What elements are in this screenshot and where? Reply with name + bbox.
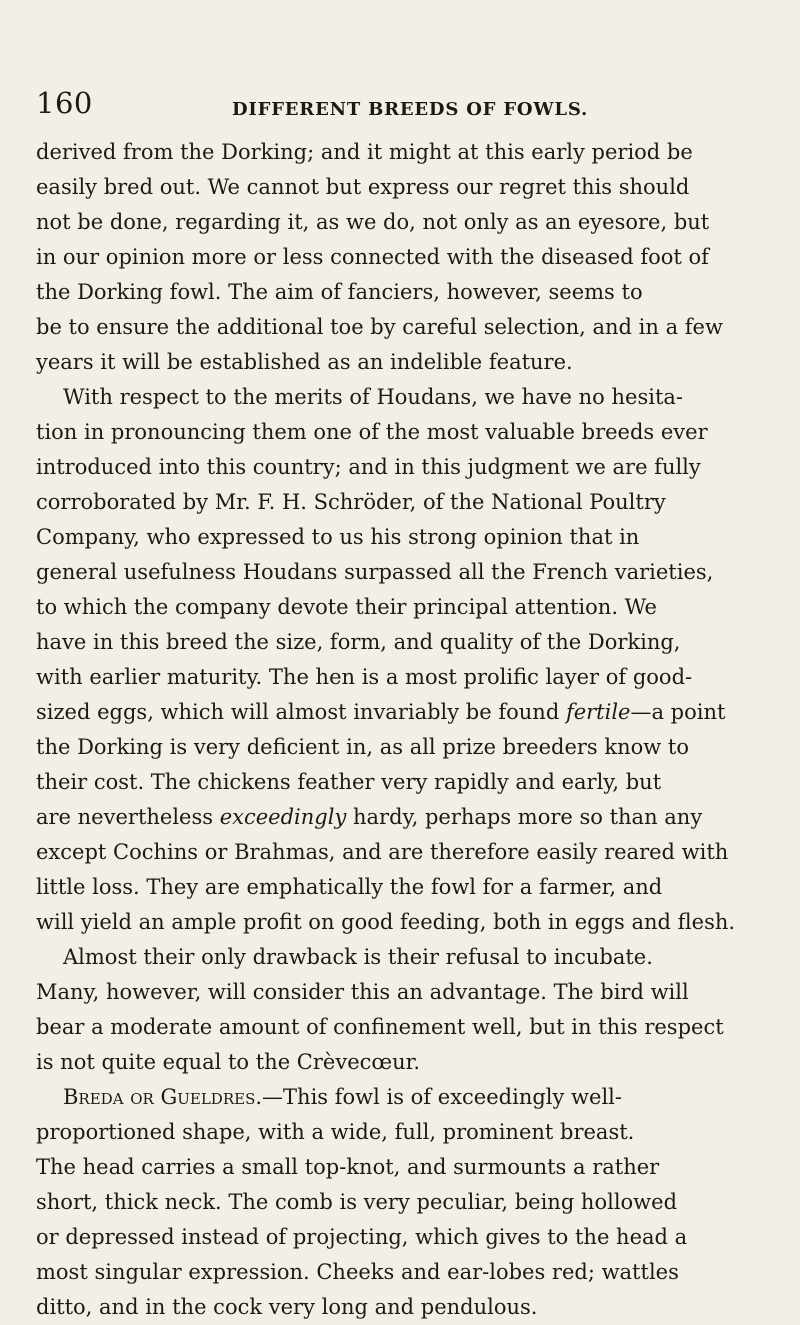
text-segment: —This fowl is of exceedingly well-: [262, 1085, 622, 1109]
text-line: corroborated by Mr. F. H. Schröder, of the National Poultry: [36, 490, 666, 514]
text-line: their cost. The chickens feather very rapidly and early, but: [36, 770, 662, 794]
paragraph-start-line: With respect to the merits of Houdans, we have no hesita-: [63, 385, 683, 409]
text-line: easily bred out. We cannot but express our regret this should: [36, 175, 690, 199]
text-line: [36, 695, 790, 730]
text-line: the Dorking is very deficient in, as all prize breeders know to: [36, 735, 690, 759]
text-line: years it will be established as an indelible feature.: [36, 350, 573, 374]
text-line: most singular expression. Cheeks and ear-lobes red; wattles: [36, 1260, 679, 1284]
italic-word: exceedingly: [219, 805, 347, 829]
text-segment: —a point: [630, 700, 726, 724]
paragraph-start-line: Almost their only drawback is their refusal to incubate.: [63, 945, 653, 969]
page-number: 160: [36, 86, 93, 120]
text-line: is not quite equal to the Crèvecœur.: [36, 1050, 421, 1074]
section-heading: Breda or Gueldres.: [63, 1085, 263, 1109]
text-line: be to ensure the additional toe by careful selection, and in a few: [36, 315, 723, 339]
text-line: The head carries a small top-knot, and surmounts a rather: [36, 1155, 660, 1179]
text-line: ditto, and in the cock very long and pendulous.: [36, 1295, 538, 1319]
text-line: [36, 800, 790, 835]
text-line: short, thick neck. The comb is very peculiar, being hollowed: [36, 1190, 678, 1214]
text-line: general usefulness Houdans surpassed all the French varieties,: [36, 560, 714, 584]
text-line: with earlier maturity. The hen is a most prolific layer of good-: [36, 665, 693, 689]
text-segment: hardy, perhaps more so than any: [346, 805, 703, 829]
text-line: proportioned shape, with a wide, full, prominent breast.: [36, 1120, 635, 1144]
text-line: have in this breed the size, form, and quality of the Dorking,: [36, 630, 681, 654]
text-segment: sized eggs, which will almost invariably be found: [36, 700, 566, 724]
text-line: introduced into this country; and in this judgment we are fully: [36, 455, 701, 479]
italic-word: fertile: [565, 700, 631, 724]
text-line: except Cochins or Brahmas, and are therefore easily reared with: [36, 840, 729, 864]
text-line: little loss. They are emphatically the fowl for a farmer, and: [36, 875, 663, 899]
text-line: Many, however, will consider this an advantage. The bird will: [36, 980, 689, 1004]
running-title: DIFFERENT BREEDS OF FOWLS.: [232, 99, 589, 120]
text-line: tion in pronouncing them one of the most valuable breeds ever: [36, 420, 708, 444]
text-line: will yield an ample profit on good feeding, both in eggs and flesh.: [36, 910, 736, 934]
text-line: or depressed instead of projecting, which gives to the head a: [36, 1225, 688, 1249]
text-line: Company, who expressed to us his strong opinion that in: [36, 525, 640, 549]
text-line: bear a moderate amount of confinement well, but in this respect: [36, 1015, 724, 1039]
text-line: derived from the Dorking; and it might at this early period be: [36, 140, 693, 164]
text-line: to which the company devote their principal attention. We: [36, 595, 657, 619]
text-line: the Dorking fowl. The aim of fanciers, however, seems to: [36, 280, 643, 304]
text-line: not be done, regarding it, as we do, not only as an eyesore, but: [36, 210, 710, 234]
section-heading-line: [36, 1080, 790, 1115]
body-text: [36, 135, 790, 1325]
text-segment: are nevertheless: [36, 805, 220, 829]
text-line: in our opinion more or less connected with the diseased foot of: [36, 245, 709, 269]
